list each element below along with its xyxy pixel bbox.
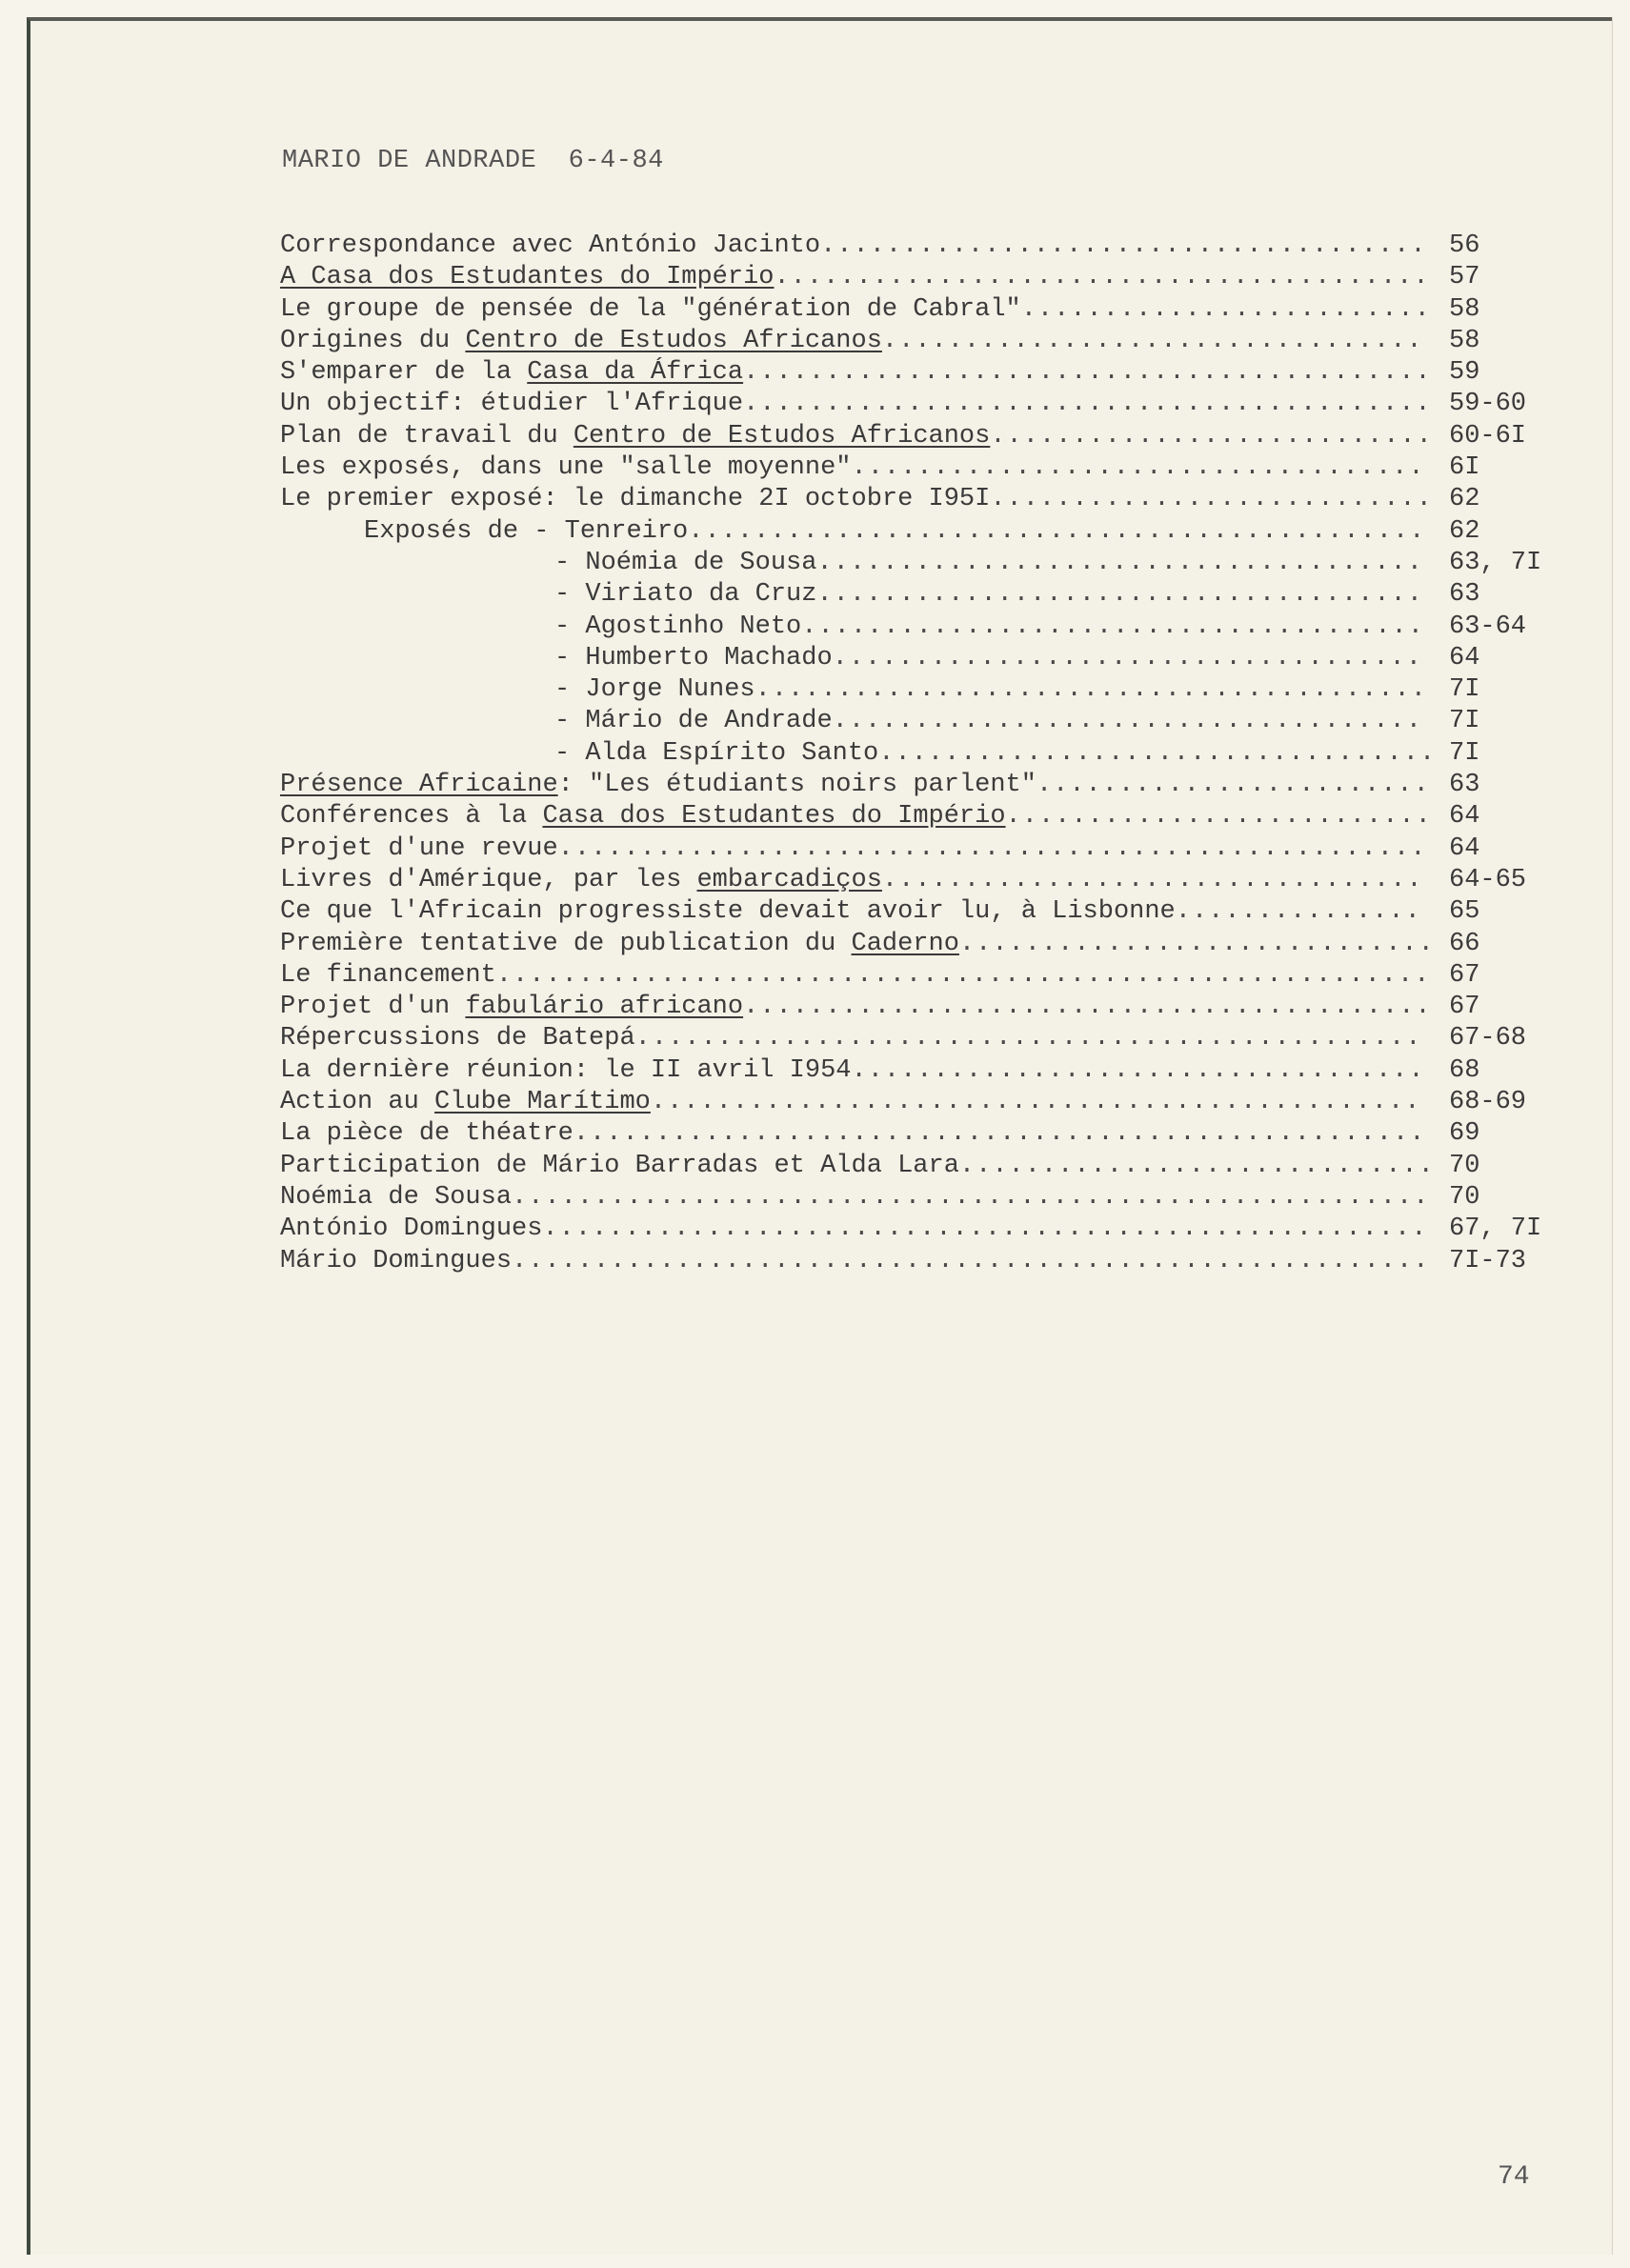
toc-entry-page: 58	[1449, 326, 1480, 355]
toc-entry-title	[280, 897, 1176, 926]
dot-leader: .....................................	[816, 548, 1423, 577]
toc-entry-title	[280, 961, 496, 990]
toc-entry	[280, 1023, 1566, 1054]
dot-leader: ...............	[1175, 897, 1421, 927]
dot-leader: .....................................	[816, 580, 1423, 610]
toc-entry-title	[554, 675, 755, 704]
dot-leader: ........................................................	[512, 1246, 1430, 1275]
toc-entry-page: 68-69	[1449, 1088, 1527, 1117]
toc-entry-title	[280, 930, 959, 958]
toc-entry-page: 67, 7I	[1449, 1214, 1542, 1244]
underlined-title-segment: embarcadiços	[696, 865, 882, 894]
title-segment: : "Les étudiants noirs parlent"	[557, 771, 1036, 800]
toc-entry-page: 7I	[1449, 707, 1480, 736]
toc-entry-title	[280, 453, 852, 482]
title-segment: Plan de travail du	[280, 421, 574, 451]
toc-entry-page: 7I	[1449, 675, 1480, 705]
underlined-title-segment: Centro de Estudos Africanos	[465, 326, 882, 355]
toc-entry	[280, 770, 1566, 801]
toc-entry-page: 70	[1449, 1182, 1480, 1212]
toc-entry-page: 59-60	[1449, 390, 1527, 419]
toc-entry	[280, 421, 1566, 452]
title-segment: Répercussions de Batepá	[280, 1024, 635, 1054]
dot-leader: ....................................	[832, 707, 1422, 736]
title-segment: Origines du	[280, 326, 466, 355]
title-segment: - Humberto Machado	[554, 643, 833, 672]
toc-entry	[280, 516, 1566, 548]
title-segment: S'emparer de la	[280, 358, 528, 388]
toc-entry-page: 70	[1449, 1151, 1480, 1180]
toc-entry-title	[280, 866, 882, 894]
toc-entry-title	[280, 327, 882, 355]
dot-leader: .................................	[881, 865, 1423, 894]
dot-leader: ...................................	[851, 1055, 1425, 1085]
toc-entry-page: 57	[1449, 263, 1480, 292]
toc-entry-title	[554, 644, 833, 672]
toc-entry-title	[554, 707, 833, 735]
table-of-contents	[280, 231, 1566, 1277]
document-page	[27, 17, 1612, 2255]
toc-entry-page: 68	[1449, 1055, 1480, 1085]
toc-entry-title	[280, 1247, 512, 1275]
toc-entry	[280, 612, 1566, 643]
dot-leader: ...........................	[990, 485, 1433, 514]
page-number: 74	[1498, 2162, 1530, 2192]
toc-entry-page: 60-6I	[1449, 421, 1527, 451]
dot-leader: .........................................	[755, 675, 1427, 705]
toc-entry-title	[280, 802, 1006, 831]
title-segment: - Noémia de Sousa	[554, 548, 817, 577]
title-segment: - Mário de Andrade	[554, 707, 833, 736]
dot-leader: .....................................................	[557, 833, 1427, 863]
toc-entry-page: 64	[1449, 833, 1480, 863]
toc-entry-page: 65	[1449, 897, 1480, 927]
toc-entry	[280, 484, 1566, 515]
toc-entry	[280, 706, 1566, 737]
toc-entry-page: 64	[1449, 802, 1480, 832]
underlined-title-segment: Clube Marítimo	[434, 1088, 651, 1117]
dot-leader: ......................................	[801, 612, 1424, 641]
dot-leader: .........................................................	[495, 960, 1431, 990]
title-segment: Le groupe de pensée de la "génération de Cabral"	[280, 294, 1021, 324]
title-segment: Conférences à la	[280, 802, 543, 832]
toc-entry-page: 63, 7I	[1449, 548, 1542, 577]
toc-entry-title	[280, 1024, 635, 1053]
dot-leader: ........................................................	[512, 1182, 1430, 1212]
title-segment: - Jorge Nunes	[554, 675, 755, 705]
title-segment: Projet d'un	[280, 993, 466, 1022]
title-segment: Projet d'une revue	[280, 833, 558, 863]
title-segment: Un objectif: étudier l'Afrique	[280, 390, 744, 419]
dot-leader: ..........................................	[743, 358, 1432, 388]
toc-entry-page: 59	[1449, 358, 1480, 388]
title-segment: - Alda Espírito Santo	[554, 738, 879, 768]
toc-entry-page: 62	[1449, 516, 1480, 546]
toc-entry-title	[280, 993, 743, 1021]
toc-entry	[280, 1118, 1566, 1150]
title-segment: Le premier exposé: le dimanche 2I octobre I95I	[280, 485, 991, 514]
dot-leader: ........................	[1036, 771, 1430, 800]
title-segment: Mário Domingues	[280, 1246, 513, 1275]
dot-leader: .............................................	[688, 516, 1426, 546]
toc-entry	[280, 896, 1566, 928]
title-segment: Les exposés, dans une "salle moyenne"	[280, 453, 852, 483]
underlined-title-segment: fabulário africano	[465, 993, 744, 1022]
toc-entry	[280, 1087, 1566, 1118]
toc-entry	[280, 1182, 1566, 1214]
toc-entry-title	[280, 358, 743, 387]
dot-leader: .............................	[958, 929, 1435, 958]
toc-entry-page: 7I	[1449, 738, 1480, 768]
underlined-title-segment: Centro de Estudos Africanos	[573, 421, 991, 451]
toc-entry-page: 6I	[1449, 453, 1480, 483]
toc-entry-title	[280, 485, 990, 513]
toc-entry	[280, 452, 1566, 484]
toc-entry-page: 63-64	[1449, 612, 1527, 641]
title-segment: Participation de Mário Barradas et Alda Lara	[280, 1151, 959, 1180]
toc-entry-page: 67	[1449, 993, 1480, 1022]
dot-leader: ..................................	[878, 738, 1437, 768]
toc-entry-title	[280, 1152, 959, 1180]
toc-entry-title	[280, 1056, 852, 1085]
toc-entry-title	[280, 231, 820, 260]
dot-leader: ........................................	[774, 263, 1430, 292]
toc-entry-title	[280, 1183, 512, 1212]
toc-entry-page: 7I-73	[1449, 1246, 1527, 1275]
toc-entry	[280, 674, 1566, 706]
toc-entry-title	[280, 263, 774, 291]
toc-entry	[280, 643, 1566, 674]
document-header: MARIO DE ANDRADE 6-4-84	[282, 147, 664, 175]
toc-entry-title	[280, 1088, 651, 1116]
title-segment: António Domingues	[280, 1214, 543, 1244]
dot-leader: .............................	[958, 1151, 1435, 1180]
title-segment: - Viriato da Cruz	[554, 580, 817, 610]
dot-leader: ....................................................	[573, 1119, 1426, 1149]
dot-leader: ...........................	[990, 421, 1433, 451]
toc-entry-title	[364, 517, 688, 546]
title-segment: Exposés de - Tenreiro	[364, 516, 689, 546]
title-segment: Correspondance avec António Jacinto	[280, 231, 821, 260]
title-segment: Action au	[280, 1088, 435, 1117]
toc-entry	[280, 833, 1566, 865]
toc-entry-title	[280, 295, 1021, 324]
underlined-title-segment: Casa dos Estudantes do Império	[542, 802, 1006, 832]
title-segment: Première tentative de publication du	[280, 929, 852, 958]
toc-entry-title	[554, 612, 801, 641]
toc-entry-page: 69	[1449, 1119, 1480, 1149]
dot-leader: .....................................	[820, 231, 1427, 260]
toc-entry	[280, 548, 1566, 579]
dot-leader: ..........................................	[743, 993, 1432, 1022]
underlined-title-segment: Casa da África	[527, 358, 744, 388]
toc-entry-page: 66	[1449, 929, 1480, 958]
toc-entry-page: 63	[1449, 771, 1480, 800]
title-segment: Le financement	[280, 960, 496, 990]
toc-entry	[280, 579, 1566, 611]
underlined-title-segment: Présence Africaine	[280, 771, 558, 800]
toc-entry-page: 62	[1449, 485, 1480, 514]
title-segment: Livres d'Amérique, par les	[280, 865, 697, 894]
dot-leader: ..........................	[1005, 802, 1432, 832]
title-segment: La pièce de théatre	[280, 1119, 574, 1149]
toc-entry	[280, 1246, 1566, 1277]
toc-entry-title	[280, 422, 990, 451]
dot-leader: .........................	[1020, 294, 1431, 324]
title-segment: Ce que l'Africain progressiste devait avoir lu, à Lisbonne	[280, 897, 1176, 927]
toc-entry-page: 63	[1449, 580, 1480, 610]
toc-entry-page: 58	[1449, 294, 1480, 324]
dot-leader: ...............................................	[650, 1088, 1421, 1117]
toc-entry	[280, 231, 1566, 262]
toc-entry-title	[554, 580, 816, 609]
dot-leader: ................................................	[634, 1024, 1422, 1054]
toc-entry	[280, 865, 1566, 896]
toc-entry	[280, 294, 1566, 326]
underlined-title-segment: A Casa dos Estudantes do Império	[280, 263, 775, 292]
toc-entry	[280, 960, 1566, 992]
toc-entry-page: 64	[1449, 643, 1480, 672]
toc-entry	[280, 1055, 1566, 1087]
toc-entry-title	[280, 1119, 574, 1148]
toc-entry	[280, 929, 1566, 960]
toc-entry	[280, 357, 1566, 389]
title-segment: La dernière réunion: le II avril I954	[280, 1055, 852, 1085]
dot-leader: ...................................	[851, 453, 1425, 483]
toc-entry-page: 67-68	[1449, 1024, 1527, 1054]
title-segment: - Agostinho Neto	[554, 612, 802, 641]
toc-entry-title	[280, 771, 1036, 799]
toc-entry-title	[280, 1214, 542, 1243]
underlined-title-segment: Caderno	[851, 929, 959, 958]
dot-leader: .................................	[881, 326, 1423, 355]
toc-entry	[280, 262, 1566, 293]
toc-entry	[280, 801, 1566, 833]
toc-entry	[280, 738, 1566, 770]
toc-entry-title	[554, 739, 878, 768]
toc-entry	[280, 992, 1566, 1023]
dot-leader: ....................................	[832, 643, 1422, 672]
toc-entry-title	[554, 549, 816, 577]
toc-entry-page: 67	[1449, 960, 1480, 990]
toc-entry	[280, 326, 1566, 357]
dot-leader: ......................................................	[542, 1214, 1428, 1244]
toc-entry-title	[280, 834, 558, 863]
toc-entry-page: 64-65	[1449, 865, 1527, 894]
toc-entry-title	[280, 390, 743, 418]
title-segment: Noémia de Sousa	[280, 1182, 513, 1212]
dot-leader: ..........................................	[743, 390, 1432, 419]
toc-entry-page: 56	[1449, 231, 1480, 260]
toc-entry	[280, 389, 1566, 420]
toc-entry	[280, 1214, 1566, 1245]
toc-entry	[280, 1151, 1566, 1182]
